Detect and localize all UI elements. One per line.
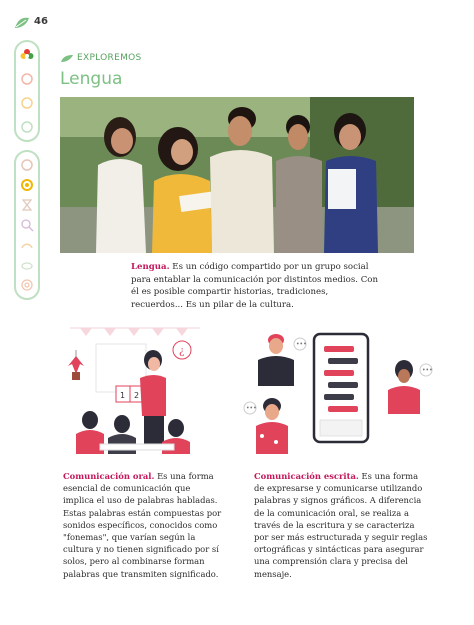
magnifier-icon[interactable] <box>20 218 34 232</box>
leaf-icon <box>60 54 74 63</box>
section-tag: EXPLOREMOS <box>77 53 142 63</box>
typing-dots-icon: ••• <box>296 341 307 348</box>
oral-communication-text <box>63 470 223 580</box>
written-term: Comunicación escrita. <box>254 471 359 481</box>
typing-dots-icon: ••• <box>246 405 257 412</box>
spiral-icon[interactable] <box>20 178 34 192</box>
hands-icon[interactable] <box>20 238 34 252</box>
written-communication-text <box>254 470 429 580</box>
classroom-illustration <box>60 320 210 460</box>
flower-icon[interactable] <box>20 120 34 134</box>
flower-icon[interactable] <box>20 72 34 86</box>
nav-rail-bottom <box>14 150 40 300</box>
nav-rail-top <box>14 40 40 142</box>
flower-icon[interactable] <box>20 96 34 110</box>
oral-term: Comunicación oral. <box>63 471 155 481</box>
written-body: Es una forma de expresarse y comunicarse utilizando palabras y signos gráficos. A diferencia de la comunicación oral, se realiza a través de la escritura y se caracteriza por ser más estructurada y seguir reglas ortográficas y sintácticas para asegurar una comprensión clara y precisa del mensaje. <box>254 471 428 579</box>
page-number: 46 <box>34 16 48 27</box>
oral-body: Es una forma esencial de comunicación que implica el uso de palabras habladas. Estas palabras están compuestas por sonidos específicos, conocidos como "fonemas", que varían según la cultura y no tienen significado por sí solos, pero al combinarse forman palabras que transmiten significado. <box>63 471 222 579</box>
chat-illustration <box>238 330 438 460</box>
caption-text: Es un código compartido por un grupo social para entablar la comunicación por distintos medios. Con él es posible compartir historias, tradiciones, recuerdos... Es un pilar de la cultura. <box>131 262 378 310</box>
board-number: 1 <box>120 391 126 400</box>
typing-dots-icon: ••• <box>422 367 433 374</box>
leaf-icon <box>14 16 30 30</box>
speech-sign: ¿ <box>179 346 185 357</box>
page-title: Lengua <box>60 69 123 89</box>
board-number: 2 <box>134 391 140 400</box>
students-photo <box>60 97 414 253</box>
flower-icon[interactable] <box>20 48 34 62</box>
hourglass-icon[interactable] <box>20 198 34 212</box>
cloud-icon[interactable] <box>20 258 34 272</box>
globe-icon[interactable] <box>20 158 34 172</box>
target-icon[interactable] <box>20 278 34 292</box>
lengua-caption <box>131 261 381 311</box>
caption-term: Lengua. <box>131 262 170 272</box>
